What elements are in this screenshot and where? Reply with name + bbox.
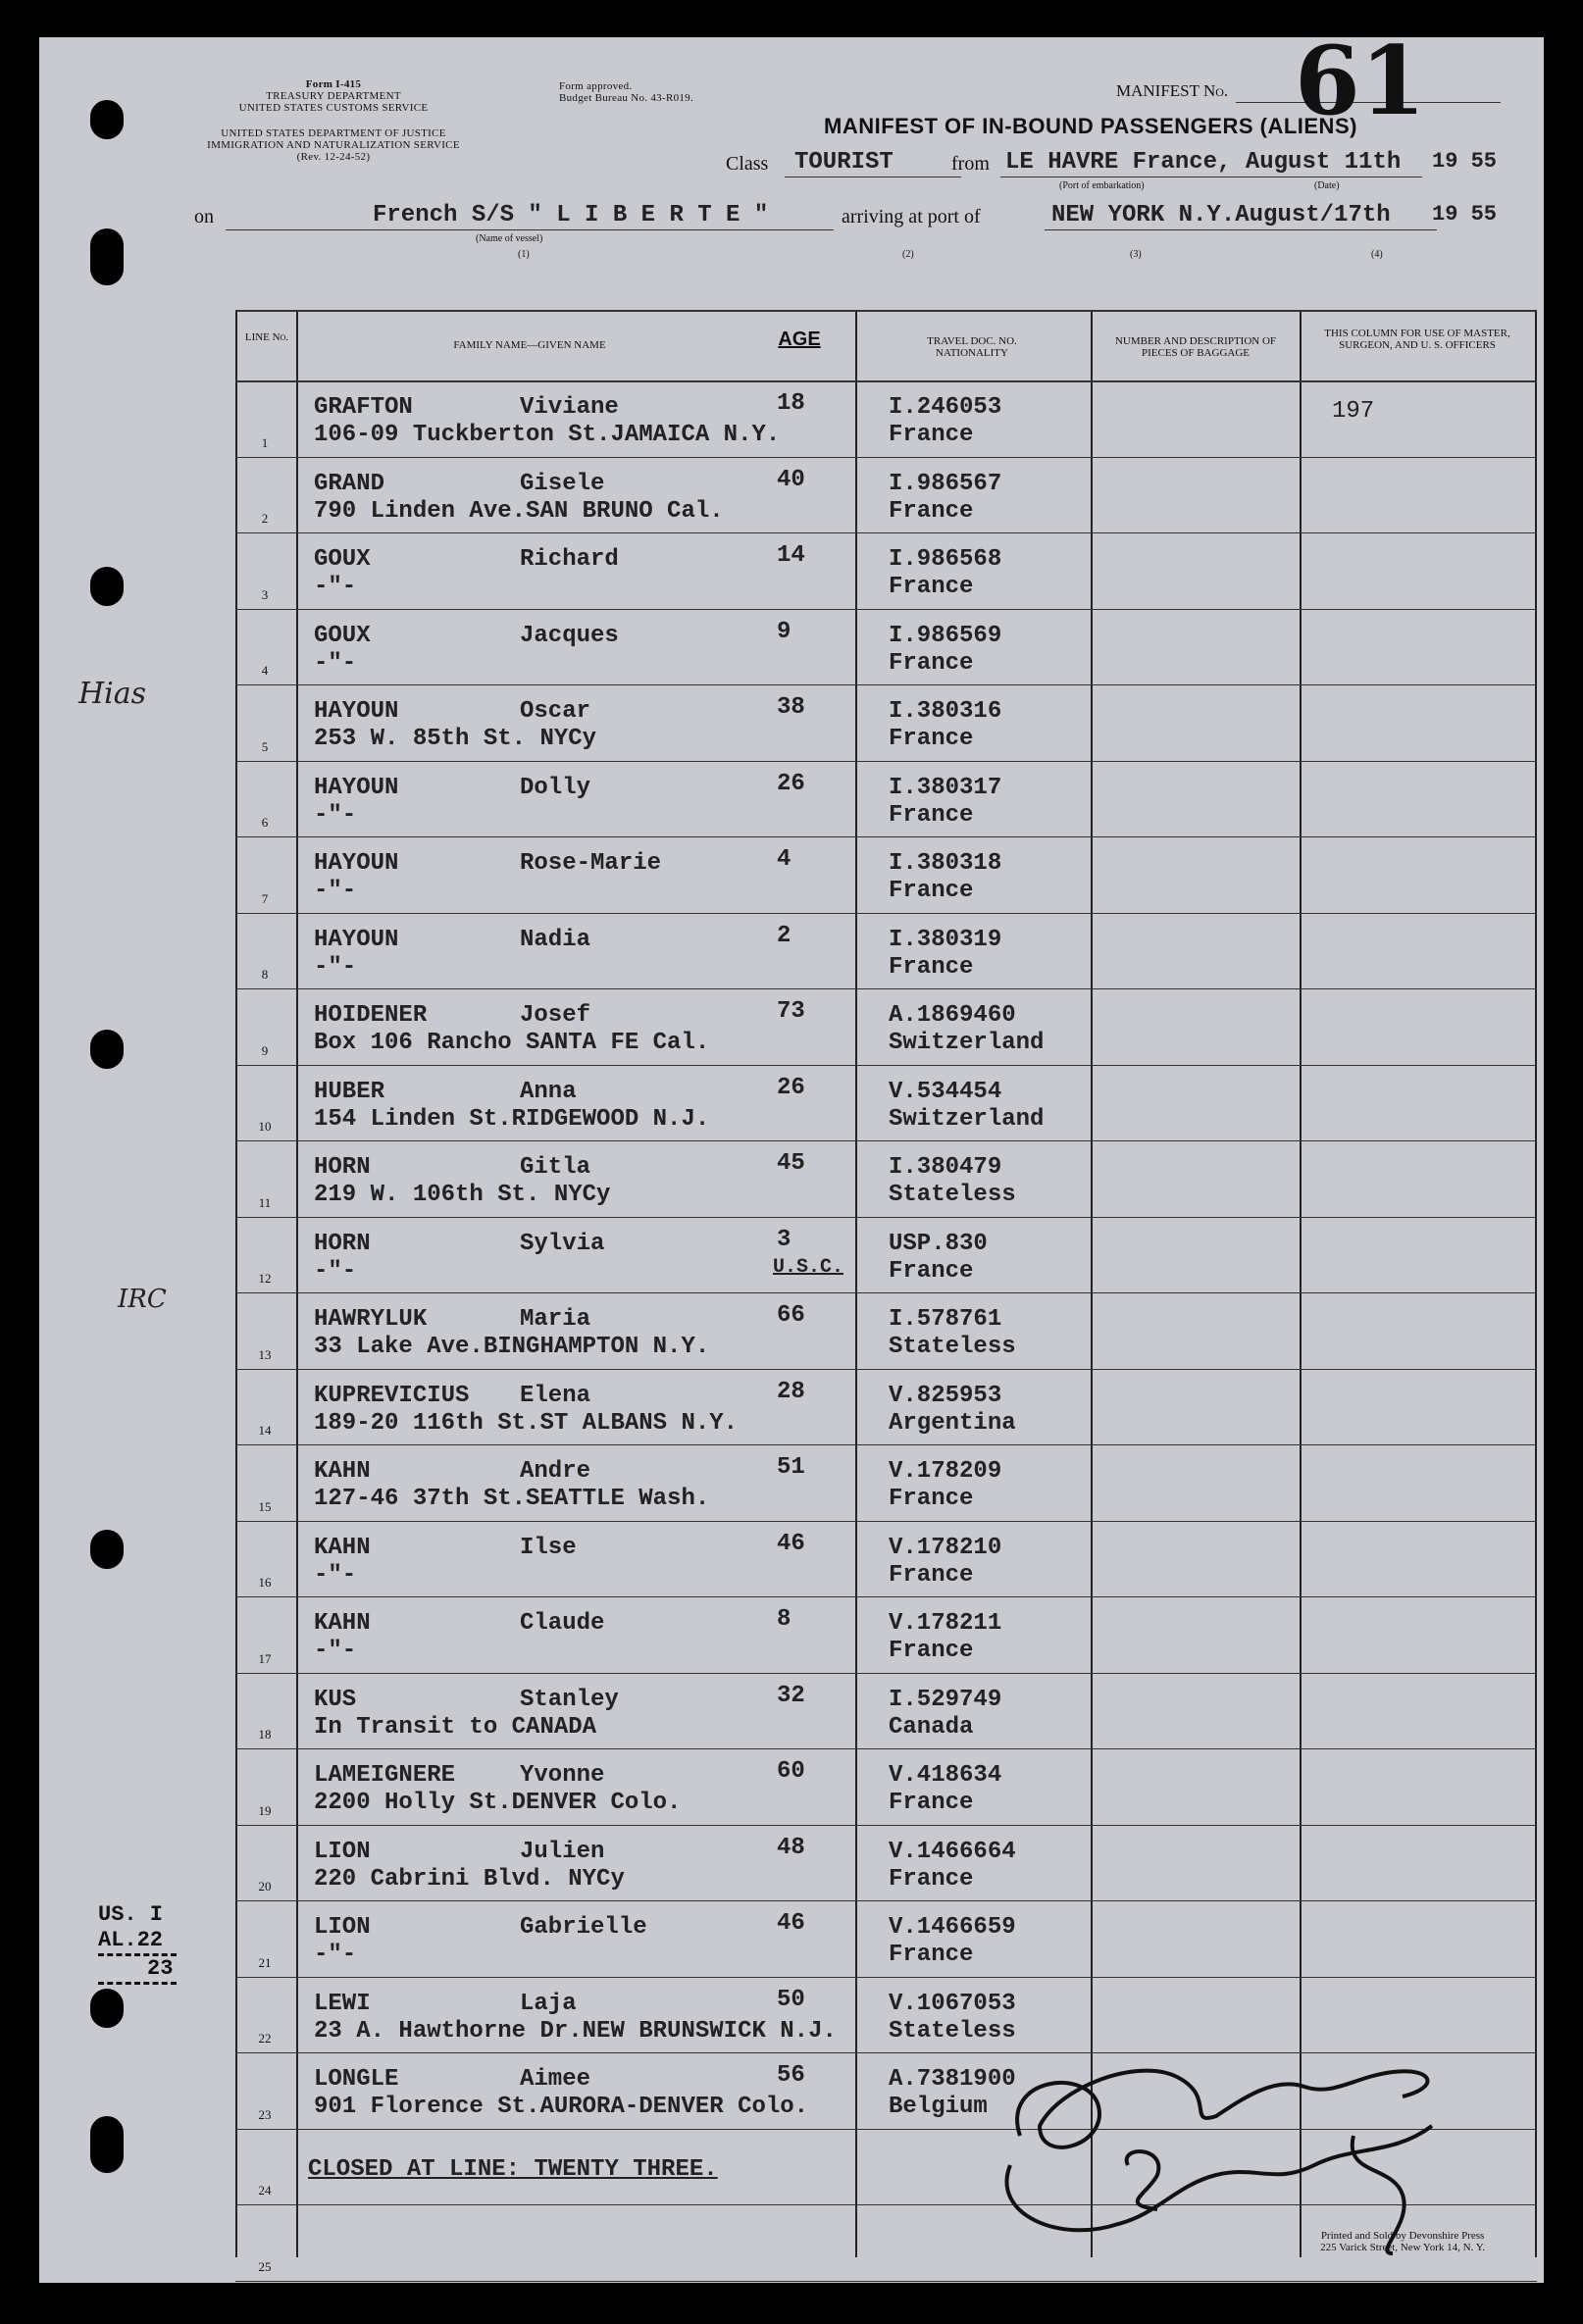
line-number: 6 — [261, 815, 269, 830]
family-name: HAYOUN — [314, 698, 399, 725]
col-divider — [1091, 310, 1093, 2257]
given-name: Julien — [520, 1838, 605, 1865]
address: 790 Linden Ave.SAN BRUNO Cal. — [314, 497, 724, 525]
given-name: Claude — [520, 1610, 605, 1637]
address: 220 Cabrini Blvd. NYCy — [314, 1865, 625, 1893]
row-divider — [235, 1140, 1537, 1141]
line-number: 2 — [261, 511, 269, 526]
officer-number: 197 — [1332, 398, 1375, 425]
treasury-dept: TREASURY DEPARTMENT — [266, 90, 401, 102]
passenger-table — [235, 310, 1537, 2274]
line-number: 13 — [258, 1346, 272, 1362]
family-name: GOUX — [314, 622, 371, 649]
line-number: 1 — [261, 434, 269, 450]
family-name: KAHN — [314, 1458, 371, 1485]
nationality: France — [889, 1790, 974, 1816]
travel-doc: I.246053 — [889, 394, 1002, 421]
travel-doc: V.178210 — [889, 1534, 1002, 1561]
col3-caption: (3) — [1130, 249, 1142, 260]
line-number: 12 — [258, 1271, 272, 1286]
nationality: France — [889, 1638, 974, 1664]
line-number: 14 — [258, 1423, 272, 1438]
given-name: Dolly — [520, 774, 591, 801]
punch-hole — [90, 228, 124, 285]
closing-statement: CLOSED AT LINE: TWENTY THREE. — [308, 2155, 718, 2183]
line-number: 7 — [261, 890, 269, 906]
year-arrival: 19 55 — [1432, 202, 1498, 227]
travel-doc: I.380318 — [889, 850, 1002, 877]
col1-caption: (1) — [518, 249, 530, 260]
revision: (Rev. 12-24-52) — [296, 151, 371, 163]
travel-doc: V.825953 — [889, 1382, 1002, 1409]
travel-doc: A.7381900 — [889, 2066, 1016, 2093]
given-name: Elena — [520, 1382, 591, 1409]
given-name: Gabrielle — [520, 1914, 647, 1941]
date-caption: (Date) — [1314, 180, 1340, 191]
family-name: HAWRYLUK — [314, 1306, 428, 1333]
given-name: Josef — [520, 1002, 591, 1029]
age: 9 — [777, 618, 792, 645]
col-divider — [235, 310, 237, 2257]
row-divider — [235, 1521, 1537, 1522]
vessel-underline — [226, 229, 834, 230]
travel-doc: I.380479 — [889, 1154, 1002, 1181]
family-name: KAHN — [314, 1610, 371, 1637]
travel-doc: A.1869460 — [889, 1002, 1016, 1029]
row-divider — [235, 1748, 1537, 1749]
vessel-value: French S/S " L I B E R T E " — [373, 202, 769, 228]
line-number: 25 — [258, 2258, 272, 2274]
col-divider — [1300, 310, 1302, 2257]
address: -"- — [314, 574, 357, 600]
travel-doc: I.986567 — [889, 470, 1002, 497]
travel-doc: V.534454 — [889, 1078, 1002, 1105]
margin-us-i: US. I — [98, 1902, 164, 1927]
form-id-block — [216, 78, 451, 114]
age: 26 — [777, 770, 805, 797]
address: -"- — [314, 1942, 357, 1968]
family-name: GRAFTON — [314, 394, 413, 421]
class-label: Class — [726, 153, 769, 175]
age: 4 — [777, 846, 792, 873]
justice-block — [186, 127, 481, 163]
travel-doc: V.178209 — [889, 1458, 1002, 1485]
age: 46 — [777, 1530, 805, 1557]
nationality: Canada — [889, 1713, 974, 1741]
line-number: 11 — [258, 1194, 272, 1210]
line-number: 10 — [258, 1119, 272, 1134]
age: 60 — [777, 1758, 805, 1785]
address: 2200 Holly St.DENVER Colo. — [314, 1790, 682, 1816]
family-name: LEWI — [314, 1990, 371, 2017]
travel-doc: I.380317 — [889, 774, 1002, 801]
given-name: Viviane — [520, 394, 619, 421]
col-divider — [855, 310, 857, 2257]
col-header-line-no: LINE No. — [244, 331, 289, 343]
given-name: Rose-Marie — [520, 850, 662, 877]
col-header-baggage: NUMBER AND DESCRIPTION OF PIECES OF BAGGAGE — [1114, 335, 1277, 359]
given-name: Nadia — [520, 926, 591, 953]
line-number: 20 — [258, 1879, 272, 1894]
age: 50 — [777, 1986, 805, 2013]
manifest-no-label: MANIFEST No. — [1116, 81, 1229, 100]
row-divider — [235, 1673, 1537, 1674]
table-top-border — [235, 310, 1537, 312]
line-number: 8 — [261, 967, 269, 982]
line-number: 24 — [258, 2183, 272, 2198]
ins-service: IMMIGRATION AND NATURALIZATION SERVICE — [207, 139, 460, 151]
row-divider — [235, 1292, 1537, 1293]
row-divider — [235, 1444, 1537, 1445]
given-name: Stanley — [520, 1686, 619, 1713]
manifest-title: MANIFEST OF IN-BOUND PASSENGERS (ALIENS) — [824, 114, 1357, 138]
travel-doc: I.986568 — [889, 546, 1002, 573]
nationality: Argentina — [889, 1409, 1016, 1437]
port-caption: (Port of embarkation) — [1059, 180, 1145, 191]
address: Box 106 Rancho SANTA FE Cal. — [314, 1030, 710, 1056]
row-divider — [235, 1977, 1537, 1978]
address: -"- — [314, 649, 357, 677]
punch-hole — [90, 1530, 124, 1569]
family-name: HOIDENER — [314, 1002, 428, 1029]
address: 106-09 Tuckberton St.JAMAICA N.Y. — [314, 422, 781, 448]
approval-block — [559, 80, 755, 104]
address: -"- — [314, 953, 357, 981]
line-number: 23 — [258, 2106, 272, 2122]
family-name: HORN — [314, 1230, 371, 1257]
row-divider — [235, 1596, 1537, 1597]
family-name: GOUX — [314, 546, 371, 573]
punch-hole — [90, 1030, 124, 1069]
address: -"- — [314, 801, 357, 829]
nationality: France — [889, 1865, 974, 1893]
age: 51 — [777, 1454, 805, 1481]
family-name: LAMEIGNERE — [314, 1762, 456, 1789]
address: 189-20 116th St.ST ALBANS N.Y. — [314, 1409, 739, 1437]
family-name: GRAND — [314, 470, 385, 497]
travel-doc: V.1067053 — [889, 1990, 1016, 2017]
nationality: France — [889, 801, 974, 829]
row-divider — [235, 684, 1537, 685]
address: -"- — [314, 1561, 357, 1589]
given-name: Sylvia — [520, 1230, 605, 1257]
row-divider — [235, 457, 1537, 458]
row-divider — [235, 913, 1537, 914]
family-name: HORN — [314, 1154, 371, 1181]
line-number: 3 — [261, 586, 269, 602]
from-value: LE HAVRE France, August 11th — [1005, 149, 1402, 176]
punch-hole — [90, 567, 124, 606]
row-divider — [235, 836, 1537, 837]
row-divider — [235, 1065, 1537, 1066]
nationality: France — [889, 574, 974, 600]
nationality: France — [889, 1561, 974, 1589]
family-name: LONGLE — [314, 2066, 399, 2093]
given-name: Aimee — [520, 2066, 591, 2093]
address: 33 Lake Ave.BINGHAMPTON N.Y. — [314, 1334, 710, 1360]
vessel-caption: (Name of vessel) — [476, 233, 543, 244]
travel-doc: V.418634 — [889, 1762, 1002, 1789]
travel-doc: V.1466664 — [889, 1838, 1016, 1865]
row-divider — [235, 1900, 1537, 1901]
given-name: Laja — [520, 1990, 577, 2017]
row-divider — [235, 2281, 1537, 2282]
nationality: France — [889, 649, 974, 677]
family-name: KUS — [314, 1686, 357, 1713]
nationality: Switzerland — [889, 1105, 1045, 1133]
approved-line1: Form approved. — [559, 80, 633, 92]
travel-doc: USP.830 — [889, 1230, 988, 1257]
family-name: HUBER — [314, 1078, 385, 1105]
age: 3 — [777, 1226, 792, 1253]
col-divider — [1535, 310, 1537, 2257]
usc-note: U.S.C. — [773, 1255, 844, 1279]
line-number: 9 — [261, 1042, 269, 1058]
punch-hole — [90, 1989, 124, 2028]
address: 154 Linden St.RIDGEWOOD N.J. — [314, 1105, 710, 1133]
nationality: France — [889, 1486, 974, 1512]
age: 46 — [777, 1910, 805, 1937]
address: -"- — [314, 1638, 357, 1664]
age: 38 — [777, 694, 805, 721]
line-number: 17 — [258, 1650, 272, 1666]
nationality: France — [889, 878, 974, 904]
row-divider — [235, 532, 1537, 533]
nationality: France — [889, 422, 974, 448]
age: 14 — [777, 542, 805, 569]
family-name: KAHN — [314, 1534, 371, 1561]
year-departure: 19 55 — [1432, 149, 1498, 174]
age: 28 — [777, 1378, 805, 1405]
age: 73 — [777, 998, 805, 1025]
printer-line2: 225 Varick Street, New York 14, N. Y. — [1320, 2242, 1485, 2253]
given-name: Jacques — [520, 622, 619, 649]
inspector-signature — [981, 2018, 1491, 2263]
margin-note-irc: IRC — [118, 1285, 167, 1314]
given-name: Oscar — [520, 698, 591, 725]
form-number: Form I-415 — [305, 78, 362, 90]
col-header-travel-doc: TRAVEL DOC. NO. NATIONALITY — [927, 335, 1017, 359]
family-name: HAYOUN — [314, 850, 399, 877]
nationality: France — [889, 726, 974, 752]
row-divider — [235, 1217, 1537, 1218]
nationality: France — [889, 1942, 974, 1968]
travel-doc: I.380316 — [889, 698, 1002, 725]
line-number: 18 — [258, 1727, 272, 1742]
family-name: HAYOUN — [314, 926, 399, 953]
travel-doc: V.178211 — [889, 1610, 1002, 1637]
age: 26 — [777, 1074, 805, 1101]
col-divider — [296, 310, 298, 2257]
row-divider — [235, 988, 1537, 989]
header-bottom-border — [235, 380, 1537, 382]
travel-doc: I.529749 — [889, 1686, 1002, 1713]
on-label: on — [194, 206, 214, 227]
row-divider — [235, 609, 1537, 610]
given-name: Richard — [520, 546, 619, 573]
printer-imprint — [1320, 2230, 1485, 2253]
address: -"- — [314, 1257, 357, 1285]
nationality: Stateless — [889, 2017, 1016, 2045]
margin-al22: AL.22 — [98, 1928, 164, 1952]
age: 66 — [777, 1302, 805, 1329]
travel-doc: V.1466659 — [889, 1914, 1016, 1941]
approved-line2: Budget Bureau No. 43-R019. — [559, 92, 694, 104]
age: 48 — [777, 1834, 805, 1861]
address: 901 Florence St.AURORA-DENVER Colo. — [314, 2094, 809, 2120]
line-number: 19 — [258, 1802, 272, 1818]
punch-hole — [90, 2116, 124, 2173]
family-name: KUPREVICIUS — [314, 1382, 470, 1409]
nationality: France — [889, 1257, 974, 1285]
address: 23 A. Hawthorne Dr.NEW BRUNSWICK N.J. — [314, 2017, 837, 2045]
col4-caption: (4) — [1371, 249, 1383, 260]
arriving-label: arriving at port of — [842, 206, 981, 227]
travel-doc: I.380319 — [889, 926, 1002, 953]
manifest-number: 61 — [1295, 25, 1426, 136]
age: 45 — [777, 1150, 805, 1177]
given-name: Andre — [520, 1458, 591, 1485]
nationality: France — [889, 497, 974, 525]
age: 32 — [777, 1682, 805, 1709]
col-header-age: AGE — [778, 328, 821, 350]
age: 40 — [777, 466, 805, 493]
address: -"- — [314, 878, 357, 904]
customs-service: UNITED STATES CUSTOMS SERVICE — [238, 102, 429, 114]
arrival-underline — [1045, 229, 1437, 230]
given-name: Yvonne — [520, 1762, 605, 1789]
row-divider — [235, 761, 1537, 762]
punch-hole — [90, 100, 124, 139]
age: 56 — [777, 2062, 805, 2089]
col-header-officers: THIS COLUMN FOR USE OF MASTER, SURGEON, AND U. S. OFFICERS — [1324, 328, 1510, 351]
arrival-value: NEW YORK N.Y.August/17th — [1051, 202, 1391, 228]
address: 127-46 37th St.SEATTLE Wash. — [314, 1486, 710, 1512]
justice-dept: UNITED STATES DEPARTMENT OF JUSTICE — [221, 127, 446, 139]
margin-note-hias: Hias — [78, 677, 147, 711]
class-value: TOURIST — [794, 149, 894, 176]
given-name: Anna — [520, 1078, 577, 1105]
nationality: Switzerland — [889, 1030, 1045, 1056]
col2-caption: (2) — [902, 249, 914, 260]
given-name: Gitla — [520, 1154, 591, 1181]
address: 219 W. 106th St. NYCy — [314, 1182, 611, 1208]
row-divider — [235, 1825, 1537, 1826]
line-number: 4 — [261, 663, 269, 678]
line-number: 21 — [258, 1954, 272, 1970]
family-name: LION — [314, 1914, 371, 1941]
line-number: 5 — [261, 738, 269, 754]
travel-doc: I.578761 — [889, 1306, 1002, 1333]
nationality: Belgium — [889, 2094, 988, 2120]
age: 18 — [777, 390, 805, 417]
margin-code-block — [98, 1902, 177, 1985]
nationality: Stateless — [889, 1334, 1016, 1360]
age: 2 — [777, 922, 792, 949]
row-divider — [235, 1369, 1537, 1370]
age: 8 — [777, 1606, 792, 1633]
address: 253 W. 85th St. NYCy — [314, 726, 597, 752]
address: In Transit to CANADA — [314, 1713, 597, 1741]
line-number: 16 — [258, 1575, 272, 1590]
from-label: from — [951, 153, 990, 175]
given-name: Gisele — [520, 470, 605, 497]
family-name: HAYOUN — [314, 774, 399, 801]
family-name: LION — [314, 1838, 371, 1865]
travel-doc: I.986569 — [889, 622, 1002, 649]
line-number: 22 — [258, 2031, 272, 2046]
margin-23: 23 — [98, 1953, 177, 1985]
given-name: Maria — [520, 1306, 591, 1333]
col-header-name: FAMILY NAME—GIVEN NAME — [453, 339, 606, 351]
line-number: 15 — [258, 1498, 272, 1514]
given-name: Ilse — [520, 1534, 577, 1561]
printer-line1: Printed and Sold by Devonshire Press — [1320, 2230, 1485, 2242]
nationality: France — [889, 953, 974, 981]
nationality: Stateless — [889, 1182, 1016, 1208]
manifest-page — [39, 25, 1544, 2283]
